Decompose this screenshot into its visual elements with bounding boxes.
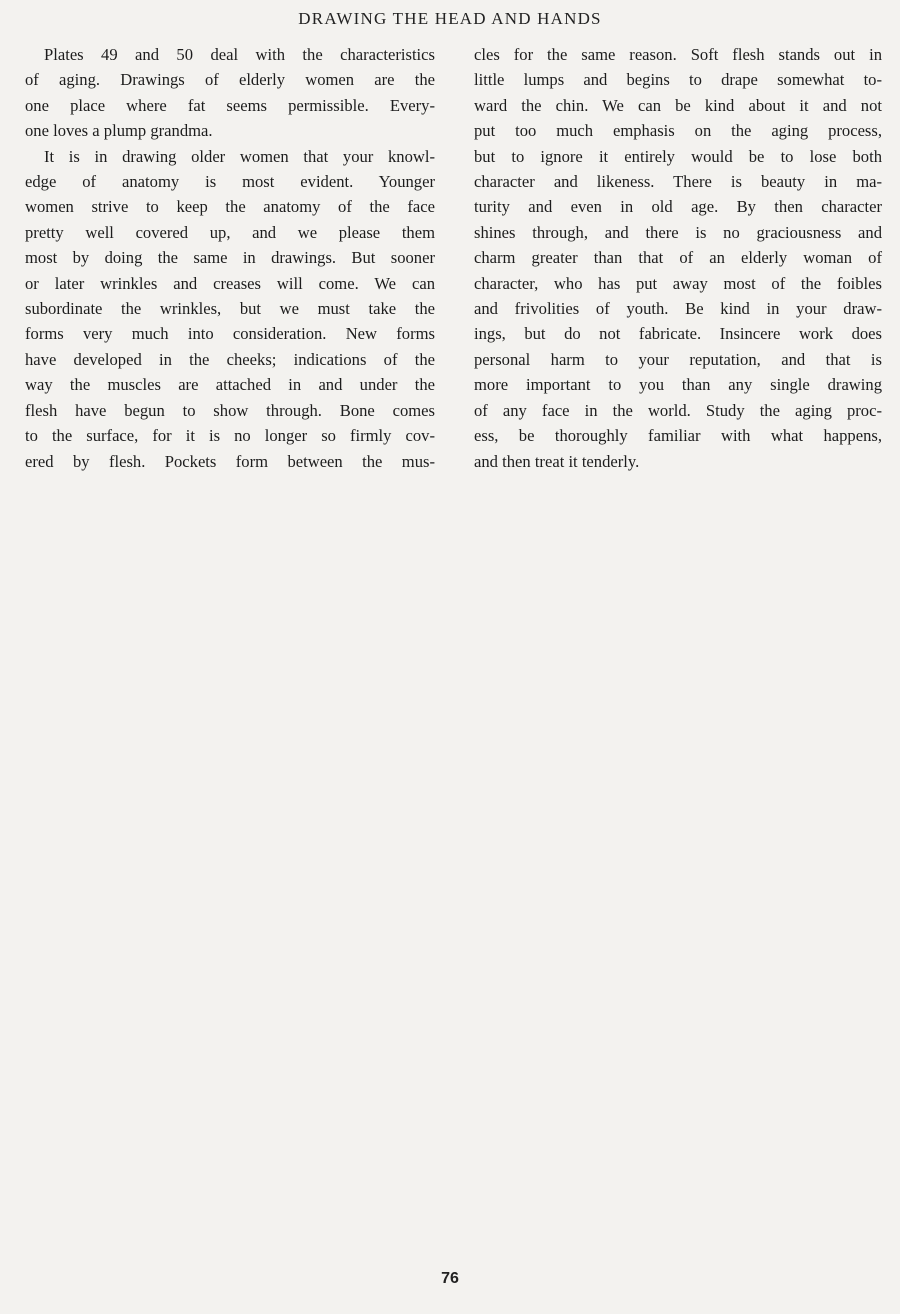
text-line: little lumps and begins to drape somewhat to- bbox=[474, 70, 882, 90]
text-line: ward the chin. We can be kind about it and not bbox=[474, 95, 882, 115]
right-text-column bbox=[474, 42, 882, 474]
text-line: Plates 49 and 50 deal with the characteristics bbox=[44, 45, 435, 64]
text-line: flesh have begun to show through. Bone comes bbox=[25, 400, 435, 420]
text-line: of aging. Drawings of elderly women are the bbox=[25, 70, 435, 90]
text-line: character, who has put away most of the foibles bbox=[474, 273, 882, 293]
text-line: of any face in the world. Study the aging proc- bbox=[474, 400, 882, 420]
text-line: women strive to keep the anatomy of the face bbox=[25, 197, 435, 217]
text-line: put too much emphasis on the aging process, bbox=[474, 121, 882, 141]
text-line: forms very much into consideration. New forms bbox=[25, 324, 435, 344]
text-line: have developed in the cheeks; indications of the bbox=[25, 349, 435, 369]
text-line: personal harm to your reputation, and that is bbox=[474, 349, 882, 369]
text-line: most by doing the same in drawings. But sooner bbox=[25, 248, 435, 268]
text-line: shines through, and there is no graciousness and bbox=[474, 222, 882, 242]
text-line: subordinate the wrinkles, but we must take the bbox=[25, 299, 435, 319]
text-line: or later wrinkles and creases will come. We can bbox=[25, 273, 435, 293]
text-line: way the muscles are attached in and under the bbox=[25, 375, 435, 395]
text-line: charm greater than that of an elderly woman of bbox=[474, 248, 882, 268]
text-line: and then treat it tenderly. bbox=[474, 451, 640, 471]
text-line: turity and even in old age. By then character bbox=[474, 197, 882, 217]
text-line: one loves a plump grandma. bbox=[25, 121, 213, 141]
text-line: more important to you than any single drawing bbox=[474, 375, 882, 395]
page-number: 76 bbox=[441, 1270, 459, 1287]
text-line: character and likeness. There is beauty in ma- bbox=[474, 172, 882, 192]
text-line: but to ignore it entirely would be to lose both bbox=[474, 146, 882, 166]
text-line: one place where fat seems permissible. Every- bbox=[25, 95, 435, 115]
text-line: and frivolities of youth. Be kind in your draw- bbox=[474, 299, 882, 319]
text-line: ess, be thoroughly familiar with what happens, bbox=[474, 426, 882, 446]
running-head: DRAWING THE HEAD AND HANDS bbox=[298, 9, 602, 28]
text-line: It is in drawing older women that your knowl- bbox=[44, 146, 435, 166]
text-line: cles for the same reason. Soft flesh stands out in bbox=[474, 45, 882, 64]
text-line: ered by flesh. Pockets form between the mus- bbox=[25, 451, 435, 471]
text-line: pretty well covered up, and we please them bbox=[25, 222, 435, 242]
left-text-column bbox=[25, 42, 435, 474]
text-line: to the surface, for it is no longer so firmly cov- bbox=[25, 426, 435, 446]
text-line: edge of anatomy is most evident. Younger bbox=[25, 172, 435, 192]
text-line: ings, but do not fabricate. Insincere work does bbox=[474, 324, 882, 344]
